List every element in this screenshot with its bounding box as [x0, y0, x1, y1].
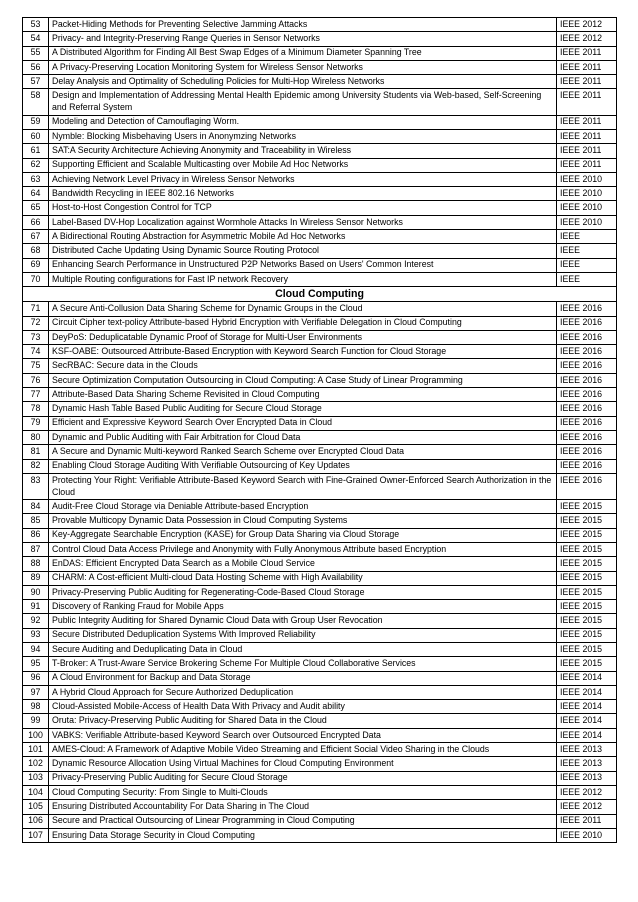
row-number: 67	[23, 230, 49, 244]
publication-year: IEEE 2013	[557, 771, 617, 785]
row-number: 61	[23, 144, 49, 158]
row-number: 53	[23, 18, 49, 32]
row-number: 102	[23, 757, 49, 771]
project-title: Privacy-Preserving Public Auditing for Regenerating-Code-Based Cloud Storage	[49, 585, 557, 599]
publication-year: IEEE 2015	[557, 571, 617, 585]
table-row	[23, 800, 617, 814]
row-number: 70	[23, 272, 49, 286]
table-row	[23, 330, 617, 344]
publication-year: IEEE 2012	[557, 785, 617, 799]
project-title: Public Integrity Auditing for Shared Dynamic Cloud Data with Group User Revocation	[49, 614, 557, 628]
project-title: Packet-Hiding Methods for Preventing Selective Jamming Attacks	[49, 18, 557, 32]
row-number: 97	[23, 685, 49, 699]
publication-year: IEEE 2011	[557, 158, 617, 172]
publication-year: IEEE 2014	[557, 700, 617, 714]
project-title: Host-to-Host Congestion Control for TCP	[49, 201, 557, 215]
row-number: 58	[23, 89, 49, 115]
project-title: Privacy-Preserving Public Auditing for Secure Cloud Storage	[49, 771, 557, 785]
row-number: 82	[23, 459, 49, 473]
row-number: 81	[23, 445, 49, 459]
publication-year: IEEE 2016	[557, 373, 617, 387]
table-row	[23, 388, 617, 402]
table-row	[23, 230, 617, 244]
project-title: Dynamic Hash Table Based Public Auditing for Secure Cloud Storage	[49, 402, 557, 416]
row-number: 99	[23, 714, 49, 728]
project-title: KSF-OABE: Outsourced Attribute-Based Encryption with Keyword Search Function for Cloud Storage	[49, 345, 557, 359]
document-page	[22, 17, 616, 843]
table-row	[23, 771, 617, 785]
project-title: A Distributed Algorithm for Finding All Best Swap Edges of a Minimum Diameter Spanning Tree	[49, 46, 557, 60]
table-row	[23, 359, 617, 373]
project-title: Dynamic and Public Auditing with Fair Arbitration for Cloud Data	[49, 430, 557, 444]
table-row	[23, 172, 617, 186]
publication-year: IEEE 2015	[557, 500, 617, 514]
project-title: A Bidirectional Routing Abstraction for Asymmetric Mobile Ad Hoc Networks	[49, 230, 557, 244]
row-number: 60	[23, 129, 49, 143]
project-title: Distributed Cache Updating Using Dynamic Source Routing Protocol	[49, 244, 557, 258]
project-title: Cloud Computing Security: From Single to Multi-Clouds	[49, 785, 557, 799]
publication-year: IEEE 2010	[557, 201, 617, 215]
row-number: 91	[23, 600, 49, 614]
publication-year: IEEE 2015	[557, 600, 617, 614]
project-title: Secure Optimization Computation Outsourcing in Cloud Computing: A Case Study of Linear Programming	[49, 373, 557, 387]
table-row	[23, 785, 617, 799]
table-row	[23, 445, 617, 459]
publication-year: IEEE	[557, 272, 617, 286]
project-title: EnDAS: Efficient Encrypted Data Search as a Mobile Cloud Service	[49, 557, 557, 571]
publication-year: IEEE 2016	[557, 302, 617, 316]
table-row	[23, 743, 617, 757]
project-title: A Secure Anti-Collusion Data Sharing Scheme for Dynamic Groups in the Cloud	[49, 302, 557, 316]
table-row	[23, 272, 617, 286]
publication-year: IEEE 2014	[557, 714, 617, 728]
project-title: A Cloud Environment for Backup and Data Storage	[49, 671, 557, 685]
publication-year: IEEE 2013	[557, 743, 617, 757]
publication-year: IEEE 2011	[557, 814, 617, 828]
row-number: 92	[23, 614, 49, 628]
row-number: 69	[23, 258, 49, 272]
row-number: 57	[23, 75, 49, 89]
row-number: 85	[23, 514, 49, 528]
publication-year: IEEE 2016	[557, 473, 617, 499]
table-body-cloud-computing	[23, 302, 617, 843]
publication-year: IEEE 2016	[557, 402, 617, 416]
table-row	[23, 115, 617, 129]
publication-year: IEEE 2015	[557, 557, 617, 571]
row-number: 54	[23, 32, 49, 46]
project-title: Secure Auditing and Deduplicating Data in Cloud	[49, 642, 557, 656]
table-row	[23, 18, 617, 32]
project-title: Enhancing Search Performance in Unstructured P2P Networks Based on Users' Common Interest	[49, 258, 557, 272]
row-number: 89	[23, 571, 49, 585]
row-number: 94	[23, 642, 49, 656]
table-row	[23, 728, 617, 742]
publication-year: IEEE 2014	[557, 671, 617, 685]
publication-year: IEEE 2014	[557, 728, 617, 742]
project-title: Multiple Routing configurations for Fast IP network Recovery	[49, 272, 557, 286]
table-row	[23, 345, 617, 359]
row-number: 74	[23, 345, 49, 359]
row-number: 79	[23, 416, 49, 430]
publication-year: IEEE 2011	[557, 60, 617, 74]
project-title: Achieving Network Level Privacy in Wireless Sensor Networks	[49, 172, 557, 186]
project-title: Bandwidth Recycling in IEEE 802.16 Networks	[49, 187, 557, 201]
publication-year: IEEE 2015	[557, 528, 617, 542]
project-title: Design and Implementation of Addressing Mental Health Epidemic among University Students via Web-based, Self-Screening and Referral System	[49, 89, 557, 115]
project-title: Efficient and Expressive Keyword Search Over Encrypted Data in Cloud	[49, 416, 557, 430]
row-number: 100	[23, 728, 49, 742]
project-title: Oruta: Privacy-Preserving Public Auditing for Shared Data in the Cloud	[49, 714, 557, 728]
table-row	[23, 642, 617, 656]
publication-year: IEEE 2014	[557, 685, 617, 699]
project-title: Secure and Practical Outsourcing of Linear Programming in Cloud Computing	[49, 814, 557, 828]
project-title: Ensuring Distributed Accountability For Data Sharing in The Cloud	[49, 800, 557, 814]
publication-year: IEEE	[557, 258, 617, 272]
publication-year: IEEE 2016	[557, 345, 617, 359]
table-row	[23, 671, 617, 685]
publication-year: IEEE	[557, 230, 617, 244]
project-title: AMES-Cloud: A Framework of Adaptive Mobile Video Streaming and Efficient Social Video Sharing in the Clouds	[49, 743, 557, 757]
project-title: A Privacy-Preserving Location Monitoring System for Wireless Sensor Networks	[49, 60, 557, 74]
publication-year: IEEE 2015	[557, 642, 617, 656]
project-title: DeyPoS: Deduplicatable Dynamic Proof of Storage for Multi-User Environments	[49, 330, 557, 344]
row-number: 106	[23, 814, 49, 828]
publication-year: IEEE 2015	[557, 657, 617, 671]
publication-year: IEEE 2010	[557, 215, 617, 229]
publication-year: IEEE 2013	[557, 757, 617, 771]
project-title: SecRBAC: Secure data in the Clouds	[49, 359, 557, 373]
table-row	[23, 600, 617, 614]
table-body-networking	[23, 18, 617, 287]
table-row	[23, 201, 617, 215]
table-row	[23, 258, 617, 272]
table-row	[23, 402, 617, 416]
row-number: 59	[23, 115, 49, 129]
project-list-table	[22, 17, 617, 843]
table-row	[23, 528, 617, 542]
project-title: Secure Distributed Deduplication Systems With Improved Reliability	[49, 628, 557, 642]
table-row	[23, 158, 617, 172]
row-number: 86	[23, 528, 49, 542]
table-row	[23, 459, 617, 473]
table-row	[23, 614, 617, 628]
project-title: Discovery of Ranking Fraud for Mobile Apps	[49, 600, 557, 614]
table-row	[23, 302, 617, 316]
section-heading: Cloud Computing	[23, 287, 617, 302]
publication-year: IEEE 2012	[557, 32, 617, 46]
project-title: A Hybrid Cloud Approach for Secure Authorized Deduplication	[49, 685, 557, 699]
row-number: 90	[23, 585, 49, 599]
row-number: 84	[23, 500, 49, 514]
publication-year: IEEE 2010	[557, 172, 617, 186]
row-number: 77	[23, 388, 49, 402]
table-row	[23, 657, 617, 671]
row-number: 72	[23, 316, 49, 330]
table-row	[23, 316, 617, 330]
row-number: 56	[23, 60, 49, 74]
publication-year: IEEE 2010	[557, 828, 617, 842]
project-title: Label-Based DV-Hop Localization against Wormhole Attacks In Wireless Sensor Networks	[49, 215, 557, 229]
table-row	[23, 514, 617, 528]
table-row	[23, 571, 617, 585]
project-title: Delay Analysis and Optimality of Scheduling Policies for Multi-Hop Wireless Networks	[49, 75, 557, 89]
row-number: 80	[23, 430, 49, 444]
row-number: 71	[23, 302, 49, 316]
project-title: A Secure and Dynamic Multi-keyword Ranked Search Scheme over Encrypted Cloud Data	[49, 445, 557, 459]
project-title: Attribute-Based Data Sharing Scheme Revisited in Cloud Computing	[49, 388, 557, 402]
table-row	[23, 187, 617, 201]
project-title: VABKS: Verifiable Attribute-based Keyword Search over Outsourced Encrypted Data	[49, 728, 557, 742]
publication-year: IEEE 2015	[557, 514, 617, 528]
table-row	[23, 473, 617, 499]
project-title: Enabling Cloud Storage Auditing With Verifiable Outsourcing of Key Updates	[49, 459, 557, 473]
table-row	[23, 32, 617, 46]
project-title: CHARM: A Cost-efficient Multi-cloud Data Hosting Scheme with High Availability	[49, 571, 557, 585]
row-number: 78	[23, 402, 49, 416]
publication-year: IEEE 2016	[557, 359, 617, 373]
table-body-section	[23, 287, 617, 302]
row-number: 87	[23, 542, 49, 556]
row-number: 64	[23, 187, 49, 201]
table-row	[23, 416, 617, 430]
row-number: 76	[23, 373, 49, 387]
project-title: Key-Aggregate Searchable Encryption (KASE) for Group Data Sharing via Cloud Storage	[49, 528, 557, 542]
row-number: 98	[23, 700, 49, 714]
publication-year: IEEE 2016	[557, 330, 617, 344]
row-number: 105	[23, 800, 49, 814]
row-number: 75	[23, 359, 49, 373]
publication-year: IEEE 2015	[557, 542, 617, 556]
project-title: T-Broker: A Trust-Aware Service Brokering Scheme For Multiple Cloud Collaborative Services	[49, 657, 557, 671]
table-row	[23, 215, 617, 229]
publication-year: IEEE 2016	[557, 445, 617, 459]
row-number: 104	[23, 785, 49, 799]
table-row	[23, 244, 617, 258]
project-title: Provable Multicopy Dynamic Data Possession in Cloud Computing Systems	[49, 514, 557, 528]
row-number: 55	[23, 46, 49, 60]
table-row	[23, 585, 617, 599]
project-title: Audit-Free Cloud Storage via Deniable Attribute-based Encryption	[49, 500, 557, 514]
row-number: 66	[23, 215, 49, 229]
table-row	[23, 628, 617, 642]
row-number: 88	[23, 557, 49, 571]
project-title: Cloud-Assisted Mobile-Access of Health Data With Privacy and Audit ability	[49, 700, 557, 714]
row-number: 73	[23, 330, 49, 344]
table-row	[23, 144, 617, 158]
project-title: Protecting Your Right: Verifiable Attribute-Based Keyword Search with Fine-Grained Owner-Enforced Search Authorization in the Cloud	[49, 473, 557, 499]
publication-year: IEEE 2016	[557, 316, 617, 330]
row-number: 103	[23, 771, 49, 785]
project-title: Dynamic Resource Allocation Using Virtual Machines for Cloud Computing Environment	[49, 757, 557, 771]
table-row	[23, 129, 617, 143]
table-row	[23, 46, 617, 60]
publication-year: IEEE 2010	[557, 187, 617, 201]
publication-year: IEEE 2011	[557, 115, 617, 129]
row-number: 62	[23, 158, 49, 172]
publication-year: IEEE 2016	[557, 388, 617, 402]
table-row	[23, 542, 617, 556]
table-row	[23, 60, 617, 74]
table-row	[23, 714, 617, 728]
row-number: 63	[23, 172, 49, 186]
publication-year: IEEE 2016	[557, 416, 617, 430]
project-title: Control Cloud Data Access Privilege and Anonymity with Fully Anonymous Attribute based Encryption	[49, 542, 557, 556]
publication-year: IEEE 2011	[557, 75, 617, 89]
publication-year: IEEE 2015	[557, 614, 617, 628]
row-number: 68	[23, 244, 49, 258]
row-number: 65	[23, 201, 49, 215]
row-number: 107	[23, 828, 49, 842]
table-row	[23, 814, 617, 828]
project-title: Ensuring Data Storage Security in Cloud Computing	[49, 828, 557, 842]
publication-year: IEEE 2011	[557, 129, 617, 143]
publication-year: IEEE 2011	[557, 144, 617, 158]
table-row	[23, 757, 617, 771]
project-title: Nymble: Blocking Misbehaving Users in Anonymzing Networks	[49, 129, 557, 143]
project-title: SAT:A Security Architecture Achieving Anonymity and Traceability in Wireless	[49, 144, 557, 158]
row-number: 93	[23, 628, 49, 642]
publication-year: IEEE 2015	[557, 628, 617, 642]
row-number: 95	[23, 657, 49, 671]
publication-year: IEEE 2016	[557, 430, 617, 444]
table-row	[23, 685, 617, 699]
table-row	[23, 700, 617, 714]
table-row	[23, 89, 617, 115]
table-row	[23, 828, 617, 842]
table-row	[23, 373, 617, 387]
section-heading-row	[23, 287, 617, 302]
publication-year: IEEE 2011	[557, 89, 617, 115]
row-number: 96	[23, 671, 49, 685]
publication-year: IEEE 2011	[557, 46, 617, 60]
table-row	[23, 430, 617, 444]
project-title: Privacy- and Integrity-Preserving Range Queries in Sensor Networks	[49, 32, 557, 46]
project-title: Supporting Efficient and Scalable Multicasting over Mobile Ad Hoc Networks	[49, 158, 557, 172]
project-title: Circuit Cipher text-policy Attribute-based Hybrid Encryption with Verifiable Delegation in Cloud Computing	[49, 316, 557, 330]
table-row	[23, 557, 617, 571]
publication-year: IEEE 2012	[557, 18, 617, 32]
table-row	[23, 500, 617, 514]
table-row	[23, 75, 617, 89]
project-title: Modeling and Detection of Camouflaging Worm.	[49, 115, 557, 129]
row-number: 83	[23, 473, 49, 499]
row-number: 101	[23, 743, 49, 757]
publication-year: IEEE	[557, 244, 617, 258]
publication-year: IEEE 2016	[557, 459, 617, 473]
publication-year: IEEE 2015	[557, 585, 617, 599]
publication-year: IEEE 2012	[557, 800, 617, 814]
